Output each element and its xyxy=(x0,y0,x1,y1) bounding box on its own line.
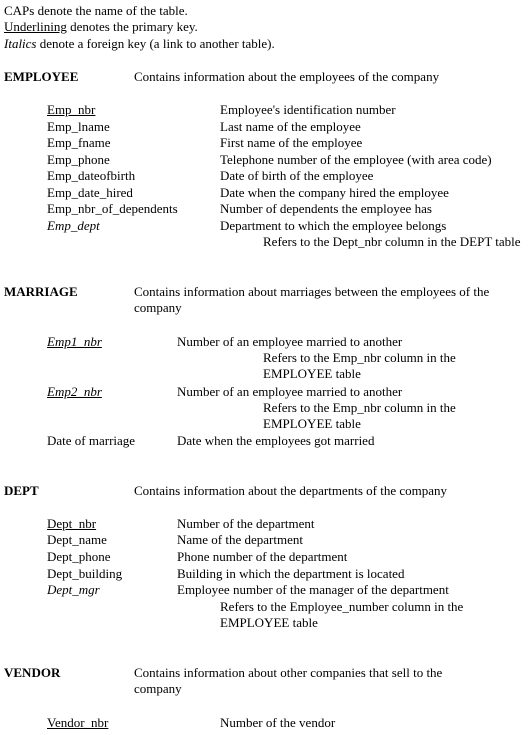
column-name: Dept_phone xyxy=(47,549,111,564)
column-name: Emp_lname xyxy=(47,119,110,134)
column-name: Dept_mgr xyxy=(47,582,100,597)
column-name: Dept_nbr xyxy=(47,516,97,531)
column-reference: Refers to the Emp_nbr column in the EMPLOYEE table xyxy=(263,350,456,382)
table-desc-vendor: Contains information about other companies that sell to the company xyxy=(134,665,443,697)
column-name: Emp_nbr_of_dependents xyxy=(47,201,178,216)
table-name-employee: EMPLOYEE xyxy=(4,69,79,84)
column-desc: Date when the employees got married xyxy=(177,433,375,448)
column-reference: Refers to the Employee_number column in the EMPLOYEE table xyxy=(220,599,464,631)
column-desc: Phone number of the department xyxy=(177,549,348,564)
column-desc: Number of dependents the employee has xyxy=(220,201,432,216)
column-name: Emp2_nbr xyxy=(47,384,102,399)
column-desc: Employee number of the manager of the department xyxy=(177,582,449,597)
table-desc-marriage: Contains information about marriages between the employees of the company xyxy=(134,284,490,316)
column-name: Emp_date_hired xyxy=(47,185,133,200)
column-desc: Name of the department xyxy=(177,532,303,547)
legend-underline-word: Underlining xyxy=(4,19,67,35)
column-desc: Employee's identification number xyxy=(220,102,396,117)
column-desc: First name of the employee xyxy=(220,135,363,150)
column-desc: Date when the company hired the employee xyxy=(220,185,449,200)
legend-italic-rest: denote a foreign key (a link to another table). xyxy=(36,35,275,51)
column-name: Dept_name xyxy=(47,532,107,547)
column-desc: Number of an employee married to another xyxy=(177,334,403,349)
table-name-dept: DEPT xyxy=(4,483,39,498)
table-name-marriage: MARRIAGE xyxy=(4,284,78,299)
column-name: Emp_phone xyxy=(47,152,110,167)
column-desc: Number of an employee married to another xyxy=(177,384,403,399)
column-name: Emp1_nbr xyxy=(47,334,102,349)
legend xyxy=(4,3,275,52)
legend-underline xyxy=(4,19,275,35)
column-desc: Last name of the employee xyxy=(220,119,361,134)
column-desc: Date of birth of the employee xyxy=(220,168,374,183)
table-desc-dept: Contains information about the departments of the company xyxy=(134,483,448,498)
legend-italic-word: Italics xyxy=(4,35,37,51)
column-name: Dept_building xyxy=(47,566,123,581)
column-name: Emp_dept xyxy=(47,218,100,233)
column-name: Vendor_nbr xyxy=(47,715,109,730)
column-desc: Number of the department xyxy=(177,516,315,531)
table-desc-employee: Contains information about the employees of the company xyxy=(134,69,440,84)
legend-italic xyxy=(4,36,275,52)
column-desc: Department to which the employee belongs xyxy=(220,218,447,233)
column-name: Date of marriage xyxy=(47,433,136,448)
table-name-vendor: VENDOR xyxy=(4,665,61,680)
column-name: Emp_fname xyxy=(47,135,111,150)
legend-underline-rest: denotes the primary key. xyxy=(66,19,198,35)
legend-caps: CAPs denote the name of the table. xyxy=(4,3,188,18)
column-desc: Number of the vendor xyxy=(220,715,336,730)
column-name: Emp_dateofbirth xyxy=(47,168,136,183)
column-name: Emp_nbr xyxy=(47,102,96,117)
column-reference: Refers to the Emp_nbr column in the EMPLOYEE table xyxy=(263,400,456,432)
column-desc: Telephone number of the employee (with area code) xyxy=(220,152,492,167)
column-reference: Refers to the Dept_nbr column in the DEPT table xyxy=(263,234,521,249)
column-desc: Building in which the department is located xyxy=(177,566,405,581)
